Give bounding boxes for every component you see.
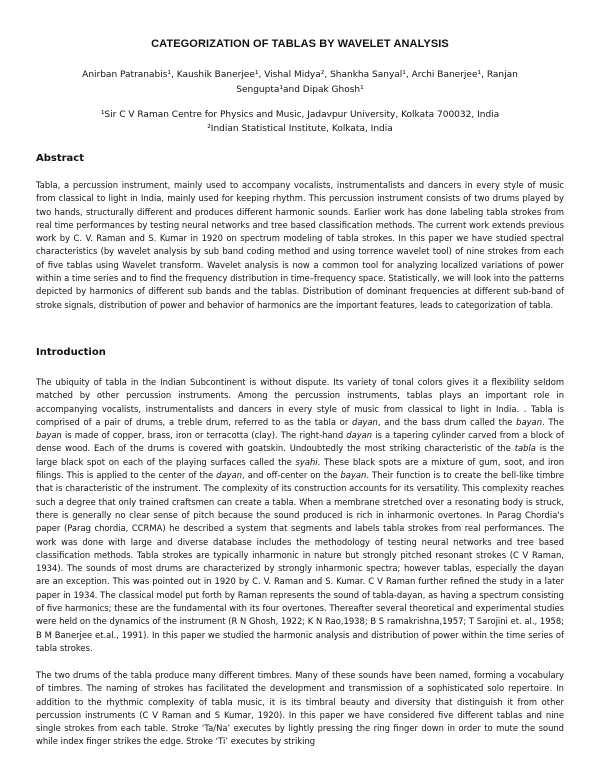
intro-term-dayan: dayan <box>352 416 378 427</box>
intro-term-syahi: syahi <box>295 456 318 467</box>
intro-term-bayan: bayan <box>36 430 62 441</box>
intro-term-tabla: tabla <box>514 443 536 454</box>
intro-text-segment: . The <box>542 416 564 427</box>
paper-title: CATEGORIZATION OF TABLAS BY WAVELET ANALYSIS <box>151 38 449 50</box>
intro-text-segment: is a tapering cylinder carved from a block of dense wood. Each of the drums is covered with goatskin. Undoubtedly the most striking characteristic of the <box>36 430 564 454</box>
abstract-text: Tabla, a percussion instrument, mainly used to accompany vocalists, instrumentalists and dancers in every style of music from classical to light in India, mainly used for keeping rhythm. This percussion instrument consists of two drums played by two hands, structurally different and produces different harmonic sounds. Earlier work has done labeling tabla strokes from real time performances by testing neural networks and tree based classification methods. The current work extends previous work by C. V. Raman and S. Kumar in 1920 on spectrum modeling of tabla strokes. In this paper we have studied spectral characteristics (by wavelet analysis by sub band coding method and using torrence wavelet tool) of nine strokes from each of five tablas using Wavelet transform. Wavelet analysis is now a common tool for analyzing localized variations of power within a time series and to find the frequency distribution in time–frequency space. Statistically, we will look into the patterns depicted by harmonics of different sub bands and the tablas. Distribution of dominant frequencies at different sub-band of stroke signals, distribution of power and behavior of harmonics are the important features, leads to categorization of tabla. <box>36 180 564 310</box>
intro-text-segment: is made of copper, brass, iron or terracotta (clay). The right-hand <box>61 430 347 441</box>
affiliation-2: ²Indian Statistical Institute, Kolkata, India <box>207 124 393 134</box>
intro-text-segment: The ubiquity of tabla in the Indian Subcontinent is without dispute. Its variety of tonal colors gives it a flexibility seldom matched by other percussion instruments. Among the percussion instruments, tablas plays an important role in accompanying vocalists, instrumentalists and dancers in every style of music from classical to light in India. . Tabla is comprised of a pair of drums, a treble drum, referred to as the tabla or <box>36 377 564 427</box>
intro-text-segment: , and off-center on the <box>242 470 341 481</box>
abstract-heading: Abstract <box>36 153 85 164</box>
author-list: Anirban Patranabis¹, Kaushik Banerjee¹, Vishal Midya², Shankha Sanyal¹, Archi Banerjee¹, Ranjan Sengupta¹and Dipak Ghosh¹ <box>82 70 518 95</box>
intro-text-segment: is the large black spot on each of the playing surfaces called the <box>36 443 564 467</box>
intro-term-bayan: bayan <box>516 416 543 427</box>
intro-text-segment: . Their function is to create the bell-like timbre that is characteristic of the instrument. The complexity of its construction accounts for its versatility. This complexity reaches such a degree that only trained craftsmen can create a tabla. When a membrane stretched over a resonating body is struck, there is generally no clear sense of pitch because the sound produced is rich in inharmonic overtones. In Parag Chordia's paper (Parag chordia, CCRMA) he described a system that segments and labels tabla strokes from real performances. The work was done with large and diverse database includes the methodology of testing neural networks and tree based classification methods. Tabla strokes are typically inharmonic in nature but strongly pitched resonant strokes (C V Raman, 1934). The sounds of most drums are characterized by strongly inharmonic spectra; however tablas, especially the dayan are an exception. This was pointed out in 1920 by C. V. Raman and S. Kumar. C V Raman further refined the study in a later paper in 1934. The classical model put forth by Raman represents the sound of tabla-dayan, as having a spectrum consisting of five harmonics; these are the fundamental with its four overtones. Thereafter several theoretical and experimental studies were held on the dynamics of the instrument (R N Ghosh, 1922; K N Rao,1938; B S ramakrishna,1957; T Sarojini et. al., 1958; B M Banerjee et.al., 1991). In this paper we studied the harmonic analysis and distribution of power within the time series of tabla strokes. <box>36 470 564 653</box>
introduction-heading: Introduction <box>36 347 106 358</box>
intro-text-segment: . These black spots are a mixture of gum, soot, and iron filings. This is applied to the center of the <box>36 456 564 481</box>
affiliation-1: ¹Sir C V Raman Centre for Physics and Music, Jadavpur University, Kolkata 700032, India <box>100 110 500 120</box>
introduction-paragraph-1 <box>36 376 564 655</box>
intro-term-bayan: bayan <box>340 470 367 481</box>
intro-text-segment: , and the bass drum called the <box>377 416 517 427</box>
intro-term-dayan: dayan <box>346 430 373 441</box>
introduction-paragraph-2: The two drums of the tabla produce many different timbres. Many of these sounds have been named, forming a vocabulary of timbres. The naming of strokes has facilitated the development and transmission of a sophisticated solo repertoire. In addition to the rhythmic complexity of tabla music, it is its timbral beauty and diversity that distinguish it from other percussion instruments (C V Raman and S Kumar, 1920). In this paper we have considered five different tablas and nine single strokes from each table. Stroke ‘Ta/Na’ executes by lightly pressing the ring finger down in order to mute the sound while index finger strikes the edge. Stroke ‘Ti’ executes by striking <box>36 670 564 747</box>
intro-term-dayan: dayan <box>216 470 243 481</box>
